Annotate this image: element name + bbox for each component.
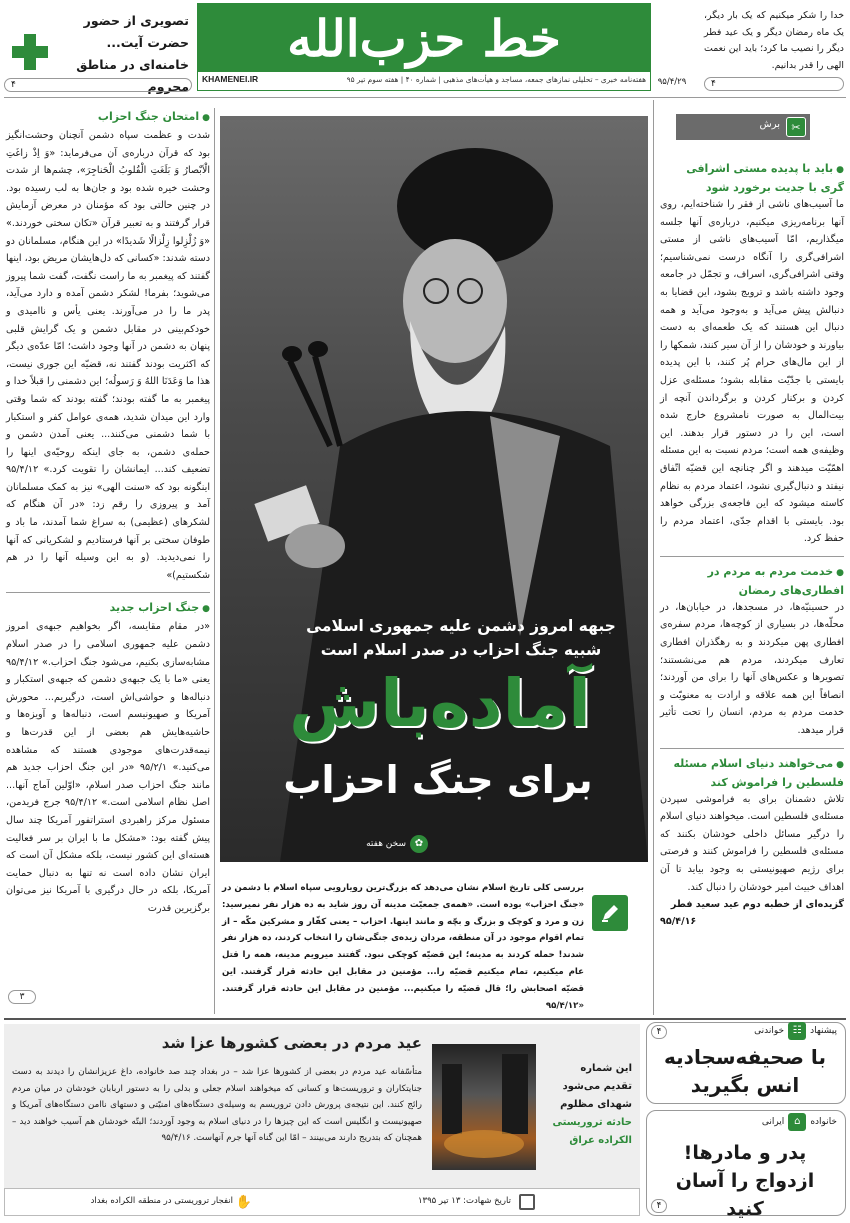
section-body: «در مقام مقایسه، اگر بخواهیم جبهه‌ی امروز دشمن علیه جمهوری اسلامی را در صدر اسلام مشابه‌سازی بکنیم، می‌شود جنگ احزاب.» ۹۵/۴/۱۲ یعنی «ما با یک جبهه‌ی دشمن که جبهه‌ی استکبار و دنباله‌ها و حواشی‌اش است، درگیریم... محورش آمریکا و صهیونیسم است، دنباله‌ها و آویزه‌ها و حاشیه‌هایش هم بعضی از این قدرت‌ها و نیمه‌قدرت‌های موجودی هستند که مشاهده می‌کنید.» ۹۵/۲/۱ «در این جنگ احزاب جدید هم مانند جنگ احزاب صدر اسلام، «اوّلین آماج آنها... اصل نظام اسلامی است.» ۹۵/۴/۱۲ جرج فریدمن، مسئول مرکز راهبردی استراتفور آمریکا چند سال پیش گفته بود: «مشکل ما با ایران بر سر فعالیت هسته‌ای این کشور نیست، بلکه مشکل آن است که ایران نشان داده است نه تنها به دنبال حمایت آمریکا، بلکه در حال درگیری با آمریکا نیز می‌توان برگزیرین قدرت (6, 621, 210, 914)
family-label: خانواده (810, 1117, 837, 1127)
teaser-line: تقدیم می‌شود (562, 1081, 632, 1092)
section-body: ما آسیب‌های ناشی از فقر را شناخته‌ایم، روی آنها برنامه‌ریزی میکنیم، درباره‌ی آنها جلسه میگذاریم، امّا آسیب‌های ناشی از مستی اشرافی‌گری را آنگاه درست نمی‌شناسیم؛ وقتی اشرافی‌گری، اسراف، و تجمّل در جامعه وجود داشته باشد و ترویج بشود، این قضایا به دنبالش پیش می‌آید و به‌وجود می‌آید و همه دنبال این هستند که یک طعمه‌ای به دست بیاورند و خودشان را از آن سیر کنند، شمکها را از این مال‌های حرام پُر کنند، با این پدیده بایستی با جدّیّت مقابله بشود؛ مسئله‌ی عزل کردن و برکنار کردن و برگرداندن آنچه از بیت‌المال به صورت نامشروع خارج شده است، این را در دستور قرار بدهند. این وظیفه‌ی همه است؛ مردم نسبت به این مسئله اهمّیّت میدهند و اگر چنانچه این قضیّه اتّفاق نیفتد و دنبال‌گیری نشود، اعتماد مردم به نظام کاسته میشود که این فاجعه‌ی بزرگی خواهد بود. بایستی با اقدام جدّی، اعتماد مردم را حفظ کرد. (660, 199, 844, 545)
section-date: ۹۵/۴/۱۶ (660, 916, 697, 928)
plus-icon (10, 32, 50, 72)
news-body: متأسّفانه عید مردم در بعضی از کشورها عزا شد – در بغداد چند صد خانواده، داغ عزیزانشان را دیدند به دست جنایتکاران و تروریست‌ها و کسانی که میخواهند اسلام جعلی و بدلی را به دستور اربابان خودشان در میان مردم رائج کنند. این نتیجه‌ی پرورش دادن تروریسم به وسیله‌ی دستگاه‌های امنیّتی و دستهای ناامن دستگاه‌های آمریکا و صهیونیست و انگلیس است که این چیزها را در دنیای اسلام به وجود آوردند؛ البتّه خودشان هم آسیب خواهند دید – همچنان که بتدریج دارند می‌بینند – امّا این گناه آنها جرم آنهاست. ۹۵/۴/۱۶ (12, 1067, 422, 1143)
calendar-icon (519, 1194, 535, 1210)
section-body: در حسینیّه‌ها، در مسجدها، در خیابان‌ها، در محلّه‌ها، در بسیاری از کوچه‌ها، مردم سفره‌ی افطاری پهن میکردند و به رهگذران افطاری تعارف میکردند، مردم هم می‌نشستند؛ تصویرها و عکس‌های آنها را برای من آوردند؛ انصافاً این همه علاقه و ارادت به معنویّت و خدمت مردم به مردم، انسان را تحت تأثیر قرار میدهد. (660, 601, 844, 737)
bottom-news-footer (4, 1188, 640, 1216)
section-title: ● خدمت مردم به مردم در افطاری‌های رمضان (660, 563, 844, 599)
section-source: گزیده‌ای از خطبه دوم عید سعید فطر (670, 899, 844, 911)
section-divider (660, 748, 844, 749)
masthead-date-badge: ۹۵/۴/۲۹ (657, 77, 687, 87)
hero-lead: جبهه امروز دشمن علیه جمهوری اسلامی شبیه جنگ احزاب در صدر اسلام است (306, 617, 616, 659)
recommend-label: پیشنهاد (810, 1026, 837, 1036)
page-number: ۴ (11, 80, 16, 90)
teaser-line: حادثه تروریستی (552, 1117, 632, 1128)
boresh-icon: ✂ (786, 117, 806, 137)
bottom-news-panel (4, 1024, 640, 1188)
masthead (197, 3, 651, 91)
page-number: ۴ (651, 1025, 667, 1039)
iranian-label: ایرانی (761, 1117, 785, 1127)
promo-text: تصویری از حضور حضرت آیت... خامنه‌ای در مناطق محروم (76, 13, 189, 94)
continue-badge[interactable]: ۳ (8, 990, 36, 1004)
hero-caption: بررسی کلی تاریخ اسلام نشان می‌دهد که بزرگ‌ترین رویارویی سپاه اسلام با دشمن در «جنگ احزاب» بوده است. «همه‌ی جمعیّت مدینه آن روز شاید به ده هزار نفر نمیرسید: زن و مرد و کوچک و بزرگ و بچّه و مانند اینها. احزاب – یعنی کفّار و مشرکین مکّه – از تمام اقوام موجود در آن منطقه، مردان زبده‌ی جنگی‌شان را انتخاب کردند، ده هزار نفر شدند! حمله کردند به مدینه؛ این قضیّه کوچکی نبود. گفتند میرویم مدینه، همه را قتل عام میکنیم، تمام میکنیم قضیّه را... مؤمنین در مقابل این حادثه قرار گرفتند. این قضیّه اصحابش را؛ قال قضیّه را میکنیم... مؤمنین در مقابل این حادثه قرار گرفتند. «۹۵/۴/۱۲ (222, 883, 584, 1011)
family-text: پدر و مادرها! ازدواج را آسان کنید (675, 1142, 815, 1220)
explosion-photo (432, 1044, 536, 1170)
page-number: ۴ (651, 1199, 667, 1213)
hands-icon: ✋ (235, 1195, 253, 1210)
pen-icon (592, 895, 628, 931)
top-right-page-badge[interactable] (704, 77, 844, 91)
footer-date: تاریخ شهادت: ۱۳ تیر ۱۳۹۵ (417, 1196, 511, 1206)
footer-event: انفجار تروریستی در منطقه الکراده بغداد (90, 1196, 233, 1206)
recommend-box[interactable] (646, 1022, 846, 1104)
hero-title: آماده‌باش (289, 665, 591, 742)
top-right-quote: خدا را شکر میکنیم که یک بار دیگر، یک ماه رمضان دیگر و یک عید فطر دیگر را نصیب ما کرد؛ باید این نعمت الهی را قدر بدانیم. (704, 10, 844, 71)
page-number: ۴ (711, 79, 716, 89)
boresh-label: برش (759, 119, 780, 130)
section-title: ● باید با پدیده مستی اشرافی گری با جدیت برخورد شود (660, 160, 844, 196)
section-title: ● جنگ احزاب جدید (6, 599, 210, 618)
header-divider (4, 97, 846, 98)
family-icon: ⌂ (788, 1113, 806, 1131)
top-left-promo[interactable] (6, 6, 191, 94)
column-divider (214, 108, 215, 1014)
right-column (660, 160, 844, 1010)
news-teaser (544, 1060, 632, 1150)
street-fire-image (432, 1044, 536, 1170)
teaser-line: شهدای مظلوم (560, 1099, 632, 1110)
column-divider (653, 100, 654, 1015)
reading-label: خواندنی (754, 1026, 785, 1036)
leaf-icon: ✿ (410, 835, 428, 853)
family-box[interactable] (646, 1110, 846, 1220)
hero-tag (348, 834, 428, 854)
book-icon: ☷ (788, 1022, 806, 1040)
hero-tag-label: سخن هفته (366, 839, 406, 849)
masthead-logo-band (198, 4, 650, 72)
teaser-line: این شماره (580, 1063, 632, 1074)
left-column (6, 108, 210, 1008)
teaser-line: الکراده عراق (569, 1135, 632, 1146)
hero-subtitle: برای جنگ احزاب (283, 758, 593, 802)
tab-family (652, 1113, 837, 1131)
bottom-divider (4, 1018, 846, 1020)
section-body: تلاش دشمنان برای به فراموشی سپردن مسئله‌ی فلسطین است. میخواهند دنیای اسلام را درگیر مسائل داخلی خودشان بکنند که مسئله‌ی فلسطین را فراموش کنند و فرصتی برای رژیم صهیونیستی به وجود بیاید تا آن اهداف خبیث امیر خودشان را دنبال کند. (660, 793, 844, 893)
section-divider (660, 556, 844, 557)
section-divider (6, 592, 210, 593)
boresh-header (676, 114, 810, 140)
news-title: عید مردم در بعضی کشورها عزا شد (161, 1034, 422, 1052)
masthead-subtitle: هفته‌نامه خبری – تحلیلی نمازهای جمعه، مساجد و هیأت‌های مذهبی | شماره ۴۰ | هفته سوم تیر ۹۵ (346, 75, 646, 84)
tab-recommend (652, 1022, 837, 1040)
recommend-text: با صحیفه‌سجادیه انس بگیرید (664, 1045, 826, 1097)
hero-photo (220, 116, 648, 862)
section-title: ● امتحان جنگ احزاب (6, 108, 210, 127)
masthead-site[interactable]: KHAMENEI.IR (202, 74, 259, 84)
masthead-logo: خط حزب‌الله (287, 8, 561, 68)
section-title: ● می‌خواهند دنیای اسلام مسئله فلسطین را فراموش کند (660, 755, 844, 791)
leader-portrait-image (220, 116, 648, 862)
top-left-page-badge[interactable] (4, 78, 192, 92)
section-body: شدت و عظمت سپاه دشمن آنچنان وحشت‌انگیز بود که قرآن درباره‌ی آن می‌فرماید: «وَ اِذْ زاغَتِ الْاَبْصارُ وَ بَلَغَتِ الْقُلوبُ الْحَناجِرَ»، چشم‌ها از شدت وحشت خیره شده بود و جان‌ها به لب رسیده بود. در چنین حالتی بود که مؤمنان در معرض آزمایش قرار گرفتند و به تعبیر قرآن «تکان سختی خوردند.» «وَ زُلْزِلوا زِلْزالًا شَديدًا» در این هنگام، مسلمانان دو دسته شدند: «کسانی که دل‌هایشان مریض بود، اینها گفتند که پیغمبر به ما راست نگفت، گفت شما پیروز می‌شوید؛ بفرما! لشکر دشمن آمده و دارد می‌آید، پدر ما را در می‌آورند. یعنی یأس و ناامیدی و خودکم‌بینی در مقابل دشمن و یک گرایش قلبی پنهان به دشمن در آنها وجود داشت؛ امّا عدّه‌ی دیگر که اکثریت بودند گفتند نه، قضیّه این جوری نیست، هذا ما وَعَدَنَا اللهُ وَ رَسولُه؛ این دشمنی را قبلاً خدا و پیغمبر به ما گفته بودند؛ گفته بودند که شما وقتی وارد این میدان شدید، همه‌ی عوامل کفر و استکبار با شما دشمنی می‌کنند... یعنی آمدن دشمن و حمله‌ی دشمن، به جای اینکه روحیّه‌ی اینها را تضعیف کند... ایمانشان را تقویت کرد.» ۹۵/۴/۱۲ اینگونه بود که «سنت الهی» نیز به کمک مسلمانان آمد و پیروزی را رقم زد: «در آن هنگام که لشکرهای (عظیمی) به سراغ شما آمدند، ما باد و طوفان سختی بر آنها فرستادیم و لشکریانی که آنها را نمی‌دیدید. (و به این وسیله آنها را در هم شکستیم)» (6, 130, 210, 581)
